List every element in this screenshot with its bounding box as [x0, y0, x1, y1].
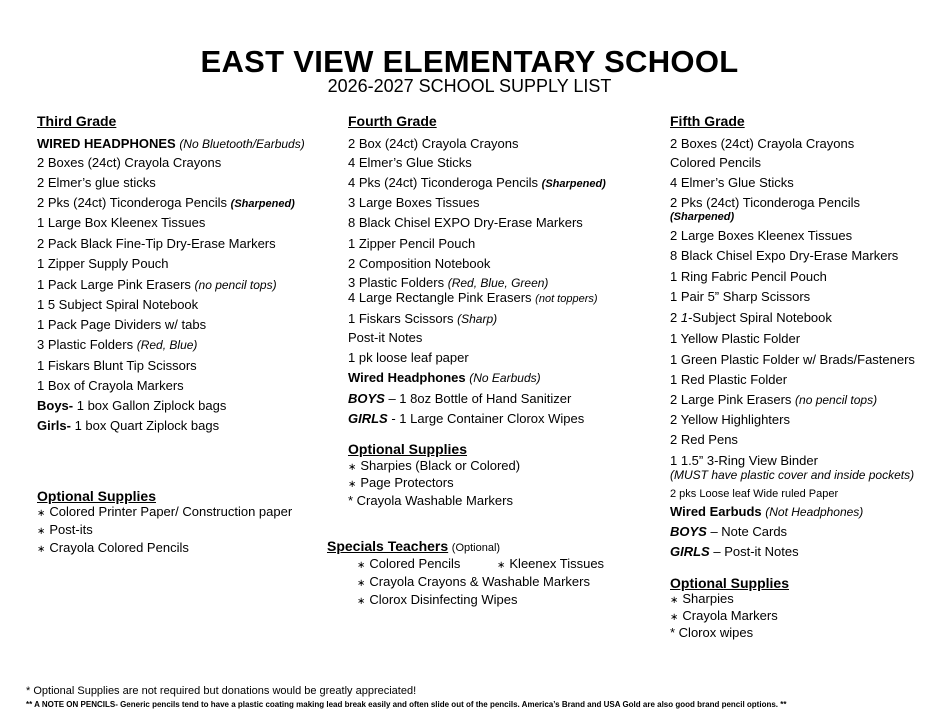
list-item [348, 476, 454, 492]
list-item [348, 459, 520, 475]
list-item [37, 137, 305, 151]
item-text: 1 box Gallon Ziplock bags [73, 398, 227, 413]
list-item: 2 Pks (24ct) Ticonderoga Pencils [670, 195, 861, 210]
list-item [37, 278, 277, 292]
list-item: * Clorox wipes [670, 625, 754, 640]
list-item [670, 592, 734, 608]
list-item: 2 pks Loose leaf Wide ruled Paper [670, 488, 839, 500]
item-note: (Sharpened) [230, 198, 295, 210]
list-item: 8 Black Chisel Expo Dry-Erase Markers [670, 248, 899, 263]
item-bold: Girls- [37, 418, 71, 433]
list-item [670, 609, 778, 625]
list-item-note: (Sharpened) [670, 211, 735, 223]
item-text: Post-its [49, 522, 93, 537]
list-item [670, 545, 799, 559]
item-bold: BOYS [348, 391, 385, 406]
item-text: 2 Large Pink Erasers [670, 392, 792, 407]
list-item [37, 196, 295, 211]
specials-heading: Specials Teachers [327, 538, 449, 554]
list-item: 1 Green Plastic Folder w/ Brads/Fasteners [670, 352, 915, 367]
item-text: Sharpies (Black or Colored) [360, 458, 521, 473]
bullet-icon: ∗ [670, 612, 679, 623]
item-text: Kleenex Tissues [509, 556, 605, 571]
list-item: 1 1.5” 3-Ring View Binder [670, 453, 818, 468]
item-text: 4 Large Rectangle Pink Erasers [348, 290, 532, 305]
item-text: Crayola Crayons & Washable Markers [369, 574, 590, 589]
list-item: 2 Pack Black Fine-Tip Dry-Erase Markers [37, 236, 276, 251]
fifth-grade-heading: Fifth Grade [670, 113, 745, 129]
bullet-icon: ∗ [348, 479, 357, 490]
list-item [37, 338, 197, 352]
list-item: 2 Boxes (24ct) Crayola Crayons [670, 136, 855, 151]
list-item [37, 505, 292, 521]
list-item [357, 593, 518, 609]
list-item: 2 Large Boxes Kleenex Tissues [670, 228, 853, 243]
list-item [357, 575, 590, 591]
item-note: (Sharpened) [541, 178, 606, 190]
list-item: Colored Pencils [670, 155, 762, 170]
list-item [348, 291, 598, 306]
list-item: 1 Zipper Pencil Pouch [348, 236, 476, 251]
item-text: – Note Cards [706, 524, 788, 539]
item-note: (Sharp) [457, 312, 498, 326]
bullet-icon: ∗ [670, 595, 679, 606]
item-text: Clorox Disinfecting Wipes [369, 592, 518, 607]
list-item [357, 557, 460, 573]
list-item: 2 Yellow Highlighters [670, 412, 790, 427]
item-bold: GIRLS [348, 411, 388, 426]
fifth-optional-heading: Optional Supplies [670, 575, 790, 591]
list-item: * Crayola Washable Markers [348, 493, 513, 508]
list-item: 2 Box (24ct) Crayola Crayons [348, 136, 519, 151]
item-note: (Red, Blue) [136, 338, 198, 352]
item-note: (not toppers) [535, 293, 598, 305]
item-bold: Boys- [37, 398, 74, 413]
page-subtitle: 2026-2027 SCHOOL SUPPLY LIST [327, 76, 612, 96]
item-text: Colored Pencils [369, 556, 461, 571]
third-optional-heading: Optional Supplies [37, 488, 157, 504]
item-text: -Subject Spiral Notebook [688, 310, 832, 325]
list-item [670, 525, 787, 539]
item-note: (No Bluetooth/Earbuds) [179, 137, 305, 151]
bullet-icon: ∗ [357, 596, 366, 607]
item-note: (no pencil tops) [194, 278, 277, 292]
item-text: Crayola Colored Pencils [49, 540, 189, 555]
item-note: (Red, Blue, Green) [447, 276, 549, 290]
item-text: Sharpies [682, 591, 734, 606]
list-item: 1 Pair 5” Sharp Scissors [670, 289, 811, 304]
item-text: Colored Printer Paper/ Construction paper [49, 504, 293, 519]
bullet-icon: ∗ [348, 462, 357, 473]
list-item: 1 Ring Fabric Pencil Pouch [670, 269, 827, 284]
list-item [348, 312, 497, 326]
item-text: 2 [670, 310, 681, 325]
item-text: 3 Plastic Folders [37, 337, 134, 352]
item-bold: BOYS [670, 524, 707, 539]
bullet-icon: ∗ [497, 560, 506, 571]
specials-note: (Optional) [451, 542, 501, 554]
bullet-icon: ∗ [37, 544, 46, 555]
bullet-icon: ∗ [37, 508, 46, 519]
list-item-note: (MUST have plastic cover and inside pockets) [670, 468, 915, 482]
footer-note-pencils: ** A NOTE ON PENCILS- Generic pencils tend to have a plastic coating making lead break easily and often slide out of the pencils. America’s Brand and USA Gold are also good brand pencil options. ** [26, 700, 787, 709]
list-item: 1 pk loose leaf paper [348, 350, 469, 365]
item-text: 1 [680, 310, 689, 325]
list-item: 2 Composition Notebook [348, 256, 491, 271]
item-text: – 1 8oz Bottle of Hand Sanitizer [384, 391, 572, 406]
list-item: 1 Yellow Plastic Folder [670, 331, 801, 346]
item-text: - 1 Large Container Clorox Wipes [387, 411, 585, 426]
list-item [670, 311, 832, 325]
list-item: 3 Large Boxes Tissues [348, 195, 480, 210]
item-note: (No Earbuds) [469, 371, 541, 385]
list-item: 8 Black Chisel EXPO Dry-Erase Markers [348, 215, 583, 230]
list-item [37, 419, 219, 433]
item-text: Page Protectors [360, 475, 454, 490]
list-item: 1 Red Plastic Folder [670, 372, 788, 387]
list-item [348, 176, 606, 191]
list-item: 1 Box of Crayola Markers [37, 378, 184, 393]
list-item: 2 Boxes (24ct) Crayola Crayons [37, 155, 222, 170]
item-text: 1 Fiskars Scissors [348, 311, 454, 326]
fourth-grade-heading: Fourth Grade [348, 113, 437, 129]
item-text: 3 Plastic Folders [348, 275, 445, 290]
item-bold: WIRED HEADPHONES [37, 136, 176, 151]
fourth-optional-heading: Optional Supplies [348, 441, 468, 457]
item-note: (no pencil tops) [795, 393, 878, 407]
list-item: 2 Elmer’s glue sticks [37, 175, 156, 190]
page-title: EAST VIEW ELEMENTARY SCHOOL [200, 44, 739, 79]
list-item [348, 412, 584, 426]
list-item: 1 5 Subject Spiral Notebook [37, 297, 199, 312]
list-item: 1 Pack Page Dividers w/ tabs [37, 317, 207, 332]
list-item [348, 276, 548, 290]
bullet-icon: ∗ [37, 526, 46, 537]
bullet-icon: ∗ [357, 578, 366, 589]
list-item [37, 523, 93, 539]
item-note: (Not Headphones) [765, 505, 864, 519]
third-grade-heading: Third Grade [37, 113, 117, 129]
footer-note-optional: * Optional Supplies are not required but donations would be greatly appreciated! [26, 685, 417, 697]
list-item [37, 541, 189, 557]
list-item [37, 399, 226, 413]
list-item [348, 392, 571, 406]
item-bold: Wired Headphones [348, 370, 466, 385]
list-item: 4 Elmer’s Glue Sticks [348, 155, 472, 170]
specials-heading-row [327, 539, 500, 555]
item-text: 2 Pks (24ct) Ticonderoga Pencils [37, 195, 228, 210]
list-item: 1 Fiskars Blunt Tip Scissors [37, 358, 197, 373]
list-item: 1 Large Box Kleenex Tissues [37, 215, 206, 230]
bullet-icon: ∗ [357, 560, 366, 571]
list-item: Post-it Notes [348, 330, 423, 345]
item-text: 1 Pack Large Pink Erasers [37, 277, 191, 292]
item-bold: Wired Earbuds [670, 504, 762, 519]
list-item: 2 Red Pens [670, 432, 738, 447]
item-text: – Post-it Notes [709, 544, 799, 559]
list-item: 1 Zipper Supply Pouch [37, 256, 169, 271]
item-bold: GIRLS [670, 544, 710, 559]
list-item: 4 Elmer’s Glue Sticks [670, 175, 794, 190]
item-text: Crayola Markers [682, 608, 778, 623]
item-text: 4 Pks (24ct) Ticonderoga Pencils [348, 175, 539, 190]
list-item [670, 393, 877, 407]
item-text: 1 box Quart Ziplock bags [70, 418, 220, 433]
list-item [348, 371, 541, 385]
list-item [497, 557, 604, 573]
list-item [670, 505, 863, 519]
